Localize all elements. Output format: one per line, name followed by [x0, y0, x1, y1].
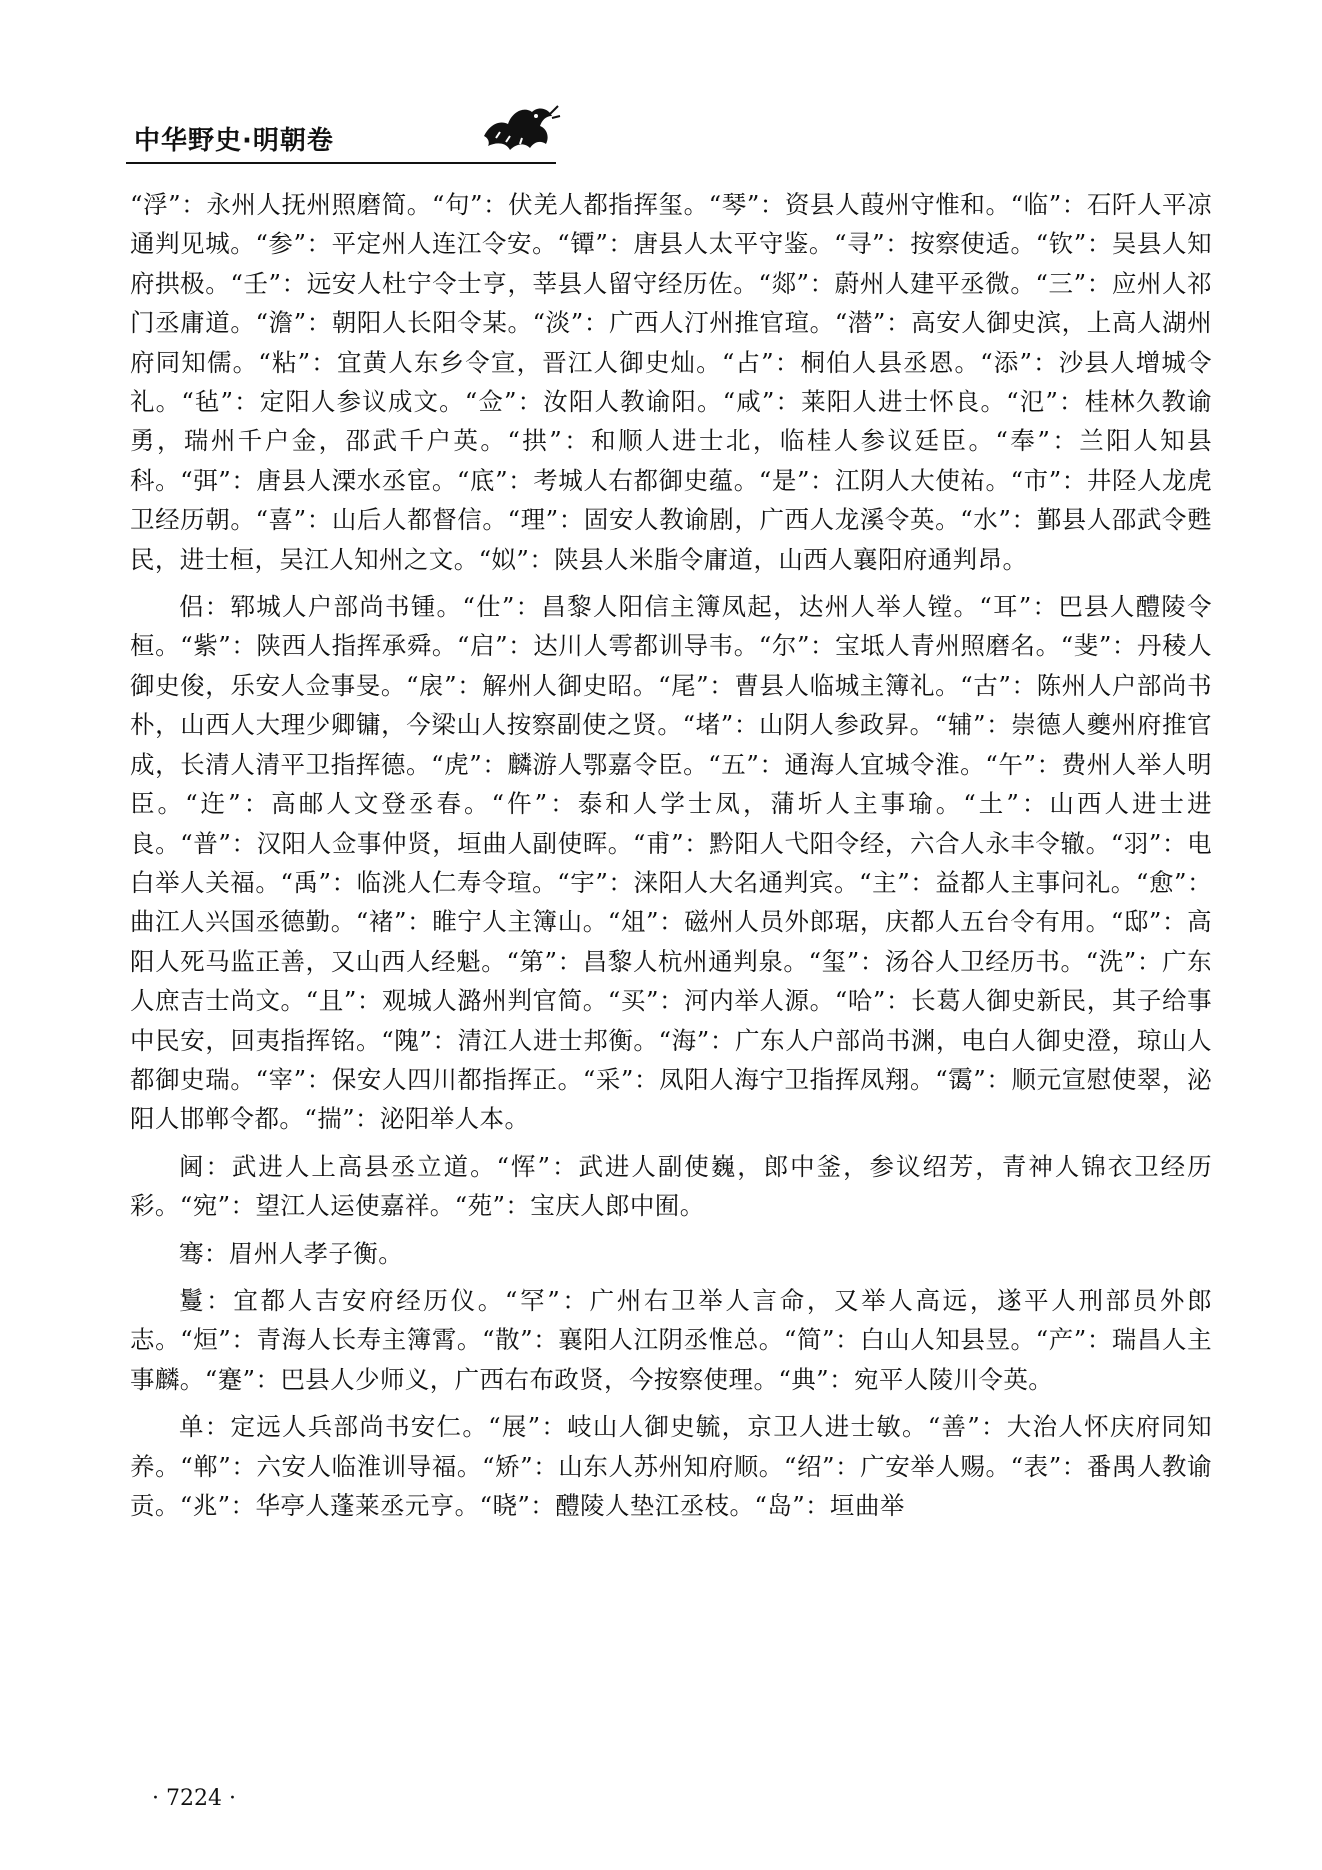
paragraph: 阃：武进人上高县丞立道。“恽”：武进人副使巍，郎中釜，参议绍芳，青神人锦衣卫经历彩。“宛”：望江人运使嘉祥。“苑”：宝庆人郎中囿。 [130, 1151, 1212, 1221]
header-rule [126, 162, 556, 164]
book-title: 中华野史·明朝卷 [134, 126, 334, 156]
paragraph: 鬘：宜都人吉安府经历仪。“罕”：广州右卫举人言命，又举人高远，遂平人刑部员外郎志。“烜”：青海人长寿主簿霄。“散”：襄阳人江阴丞惟总。“简”：白山人知县昱。“产”：瑞昌人主事麟。“蹇”：巴县人少师义，广西右布政贤，今按察使理。“典”：宛平人陵川令英。 [130, 1285, 1212, 1394]
page-number: · 7224 · [152, 1786, 236, 1811]
paragraph: 骞：眉州人孝子衡。 [179, 1238, 404, 1268]
paragraph: “浮”：永州人抚州照磨简。“句”：伏羌人都指挥玺。“琴”：资县人葭州守惟和。“临”：石阡人平凉通判见城。“参”：平定州人连江令安。“镡”：唐县人太平守鉴。“寻”：按察使适。“钦”：吴县人知府拱极。“壬”：远安人杜宁令士亨，莘县人留守经历佐。“郯”：蔚州人建平丞微。“三”：应州人祁门丞庸道。“澹”：朝阳人长阳令某。“淡”：广西人汀州推官瑄。“潜”：高安人御史滨，上高人湖州府同知儒。“粘”：宜黄人东乡令宣，晋江人御史灿。“占”：桐伯人县丞恩。“添”：沙县人增城令礼。“毡”：定阳人参议成文。“佥”：汝阳人教谕阳。“咸”：莱阳人进士怀良。“氾”：桂林久教谕勇，瑞州千户金，邵武千户英。“拱”：和顺人进士北，临桂人参议廷臣。“奉”：兰阳人知县科。“弭”：唐县人溧水丞宦。“底”：考城人右都御史蕴。“是”：江阴人大使祐。“市”：井陉人龙虎卫经历朝。“喜”：山后人都督信。“理”：固安人教谕剧，广西人龙溪令英。“水”：鄞县人邵武令甦民，进士桓，吴江人知州之文。“姒”：陕县人米脂令庸道，山西人襄阳府通判昂。 [130, 190, 1212, 574]
paragraph: 侣：郓城人户部尚书锺。“仕”：昌黎人阳信主簿凤起，达州人举人镗。“耳”：巴县人醴陵令桓。“紫”：陕西人指挥承舜。“启”：达川人雩都训导韦。“尔”：宝坻人青州照磨名。“斐”：丹稜人御史俊，乐安人佥事旻。“扆”：解州人御史昭。“尾”：曹县人临城主簿礼。“古”：陈州人户部尚书朴，山西人大理少卿镛，今梁山人按察副使之贤。“堵”：山阴人参政昇。“辅”：崇德人夔州府推官成，长清人清平卫指挥德。“虎”：麟游人鄂嘉令臣。“五”：通海人宜城令淮。“午”：费州人举人明臣。“迕”：高邮人文登丞春。“仵”：泰和人学士凤，蒲圻人主事瑜。“土”：山西人进士进良。“普”：汉阳人佥事仲贤，垣曲人副使晖。“甫”：黔阳人弋阳令经，六合人永丰令辙。“羽”：电白举人关福。“禹”：临洮人仁寿令瑄。“宇”：涞阳人大名通判宾。“主”：益都人主事问礼。“愈”：曲江人兴国丞德勤。“褚”：睢宁人主簿山。“俎”：磁州人员外郎琚，庆都人五台令有用。“邸”：高阳人死马监正善，又山西人经魁。“第”：昌黎人杭州通判泉。“玺”：汤谷人卫经历书。“洗”：广东人庶吉士尚文。“且”：观城人潞州判官简。“买”：河内举人源。“哈”：长葛人御史新民，其子给事中民安，回夷指挥铭。“隗”：清江人进士邦衡。“海”：广东人户部尚书渊，电白人御史澄，琼山人都御史瑞。“宰”：保安人四川都指挥正。“采”：凤阳人海宁卫指挥凤翔。“霭”：顺元宣慰使翠，泌阳人邯郸令都。“揣”：泌阳举人本。 [130, 592, 1212, 1134]
body-text [130, 185, 1212, 1533]
dragon-emblem-icon [476, 98, 562, 158]
paragraph: 单：定远人兵部尚书安仁。“展”：岐山人御史毓，京卫人进士敏。“善”：大治人怀庆府同知养。“郸”：六安人临淮训导福。“矫”：山东人苏州知府顺。“绍”：广安举人赐。“表”：番禺人教谕贡。“兆”：华亭人蓬莱丞元亨。“晓”：醴陵人垫江丞枝。“岛”：垣曲举 [130, 1412, 1212, 1520]
running-header [126, 98, 556, 158]
